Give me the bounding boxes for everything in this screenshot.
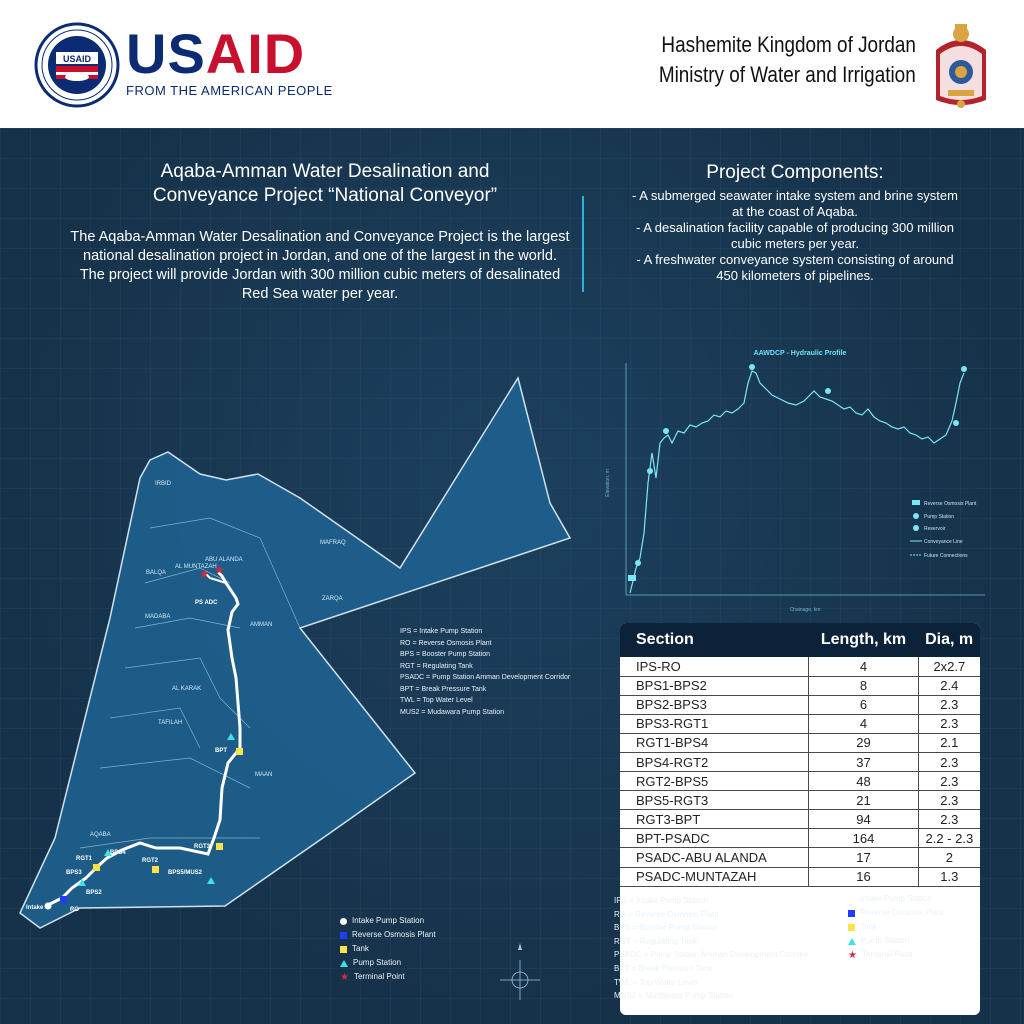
region-label: AMMAN xyxy=(250,622,273,628)
tank-icon xyxy=(848,924,855,931)
table-row xyxy=(620,676,980,695)
tank-icon xyxy=(93,864,100,871)
abbreviation-item: RGT = Regulating Tank xyxy=(400,662,473,670)
region-label: AL KARAK xyxy=(172,686,202,692)
lower-abbreviation-list xyxy=(614,894,809,1003)
cell-section: BPT-PSADC xyxy=(620,829,809,848)
region-label: AL MUNTAZAH xyxy=(175,564,217,570)
region-label: MAAN xyxy=(255,772,273,778)
station-label: PS ADC xyxy=(195,600,218,606)
cell-section: BPS5-RGT3 xyxy=(620,791,809,810)
abbreviation-item: BPS = Booster Pump Station xyxy=(400,651,491,658)
abbreviation-item: IPS = Intake Pump Station xyxy=(400,628,483,635)
cell-diameter: 2.3 xyxy=(918,714,980,733)
region-label: ZARQA xyxy=(322,596,343,602)
component-item: - A submerged seawater intake system and brine system at the coast of Aqaba. xyxy=(632,188,958,219)
abbreviation-item: BPT = Break Pressure Tank xyxy=(400,685,487,693)
abbreviation-item: BPS = Booster Pump Station xyxy=(614,923,717,933)
cell-length: 17 xyxy=(809,848,918,867)
pump-station-icon xyxy=(848,938,856,945)
jordan-crest-logo xyxy=(928,20,994,110)
region-label: MADABA xyxy=(145,614,171,620)
table-row xyxy=(620,657,980,676)
pump-station-icon xyxy=(340,960,348,967)
pump-station-icon xyxy=(663,428,669,434)
table-row xyxy=(620,848,980,867)
cell-diameter: 2.4 xyxy=(918,676,980,695)
profile-title: AAWDCP - Hydraulic Profile xyxy=(753,350,847,357)
intake-pump-icon xyxy=(848,896,855,903)
project-description: The Aqaba-Amman Water Desalination and Conveyance Project is the largest national desalination project in Jordan, and one of the largest in the world. The project will provide Jordan with 300 million cubic meters of desalinated Red Sea water per year. xyxy=(70,229,570,302)
cell-length: 48 xyxy=(809,772,918,791)
cell-length: 16 xyxy=(809,867,918,886)
header-diameter: Dia, m xyxy=(918,623,980,657)
cell-section: RGT3-BPT xyxy=(620,810,809,829)
tank-icon xyxy=(236,748,243,755)
abbreviation-item: MUS2 = Mudawara Pump Station xyxy=(614,991,733,1001)
region-label: IRBID xyxy=(155,481,172,487)
tank-icon xyxy=(152,866,159,873)
abbreviation-item: RO = Reverse Osmosis Plant xyxy=(400,639,492,647)
station-label: Intake xyxy=(26,905,44,911)
station-label: BPS5/MUS2 xyxy=(168,870,203,876)
cell-length: 4 xyxy=(809,657,918,676)
header xyxy=(0,0,1024,128)
table-row xyxy=(620,733,980,752)
map-symbol-legend: Intake Pump Station Reverse Osmosis Plant Tank Pump Station ★ Terminal Point xyxy=(340,916,436,983)
usaid-tagline: FROM THE AMERICAN PEOPLE xyxy=(126,83,333,98)
cell-diameter: 2.2 - 2.3 xyxy=(918,829,980,848)
cell-section: IPS-RO xyxy=(620,657,809,676)
cell-length: 6 xyxy=(809,695,918,714)
abbreviation-item: TWL = Top Water Level xyxy=(400,697,473,704)
reservoir-icon xyxy=(953,420,959,426)
cell-length: 164 xyxy=(809,829,918,848)
abbreviation-item: RGT = Regulating Tank xyxy=(614,936,698,946)
profile-legend-label: Conveyance Line xyxy=(924,539,963,545)
cell-diameter: 2.3 xyxy=(918,810,980,829)
infographic-body xyxy=(0,128,1024,1024)
region-label: BALQA xyxy=(146,570,167,576)
table-row xyxy=(620,772,980,791)
abbreviation-item: TWL = Top Water Level xyxy=(614,977,698,987)
terminal-point-icon: ★ xyxy=(214,563,225,577)
region-label: ABU ALANDA xyxy=(205,557,243,563)
profile-conveyance-line xyxy=(630,371,964,593)
cell-diameter: 2.1 xyxy=(918,733,980,752)
reservoir-icon xyxy=(749,364,755,370)
map-crosshair xyxy=(500,960,540,1000)
abbreviation-item: BPT = Break Pressure Tank xyxy=(614,963,713,973)
tank-icon xyxy=(340,946,347,953)
cell-length: 94 xyxy=(809,810,918,829)
terminal-point-icon: ★ xyxy=(199,567,210,581)
cell-length: 8 xyxy=(809,676,918,695)
intake-pump-icon xyxy=(340,918,347,925)
cell-length: 21 xyxy=(809,791,918,810)
header-section: Section xyxy=(620,623,809,657)
jordan-kingdom-title: Hashemite Kingdom of Jordan xyxy=(661,32,916,57)
cell-length: 37 xyxy=(809,752,918,771)
lower-symbol-legend: Intake Pump Station Reverse Osmosis Plant Tank Pump Station ★ Terminal Point xyxy=(848,894,944,961)
components-list xyxy=(630,188,960,284)
table-row xyxy=(620,810,980,829)
table-row xyxy=(620,752,980,771)
intake-pump-icon xyxy=(45,903,52,910)
divider-line xyxy=(582,196,584,292)
profile-ylabel: Elevation, m xyxy=(605,469,611,497)
cell-diameter: 2 xyxy=(918,848,980,867)
cell-section: BPS4-RGT2 xyxy=(620,752,809,771)
region-label: MAFRAQ xyxy=(320,540,346,546)
cell-section: PSADC-ABU ALANDA xyxy=(620,848,809,867)
component-item: - A freshwater conveyance system consisting of around xyxy=(636,252,954,267)
abbreviation-item: PSADC = Pump Station Amman Development Corridor xyxy=(614,950,809,960)
cell-section: BPS1-BPS2 xyxy=(620,676,809,695)
station-label: BPS3 xyxy=(66,870,82,876)
station-label: RO xyxy=(70,907,79,913)
abbreviation-item: MUS2 = Mudawara Pump Station xyxy=(400,708,505,716)
project-title: Aqaba-Amman Water Desalination and Conveyance Project “National Conveyor” xyxy=(152,161,498,206)
station-label: RGT1 xyxy=(76,856,93,862)
cell-length: 4 xyxy=(809,714,918,733)
cell-section: RGT2-BPS5 xyxy=(620,772,809,791)
table-row xyxy=(620,829,980,848)
components-title: Project Components: xyxy=(706,162,884,183)
station-label: BPS2 xyxy=(86,890,102,896)
usaid-seal-logo xyxy=(34,22,120,108)
table-header-row xyxy=(620,623,980,657)
region-label: TAFILAH xyxy=(158,720,183,726)
cell-diameter: 2.3 xyxy=(918,752,980,771)
ro-plant-icon xyxy=(60,896,67,903)
station-label: BPT xyxy=(215,748,227,754)
hydraulic-profile-diagram xyxy=(600,343,1000,618)
ro-plant-icon xyxy=(340,932,347,939)
profile-legend-label: Pump Station xyxy=(924,514,955,520)
map-abbreviation-list xyxy=(400,626,570,718)
header-length: Length, km xyxy=(809,623,918,657)
tank-icon xyxy=(216,843,223,850)
abbreviation-item: IPS = Intake Pump Station xyxy=(614,896,709,905)
cell-diameter: 2.3 xyxy=(918,695,980,714)
profile-legend xyxy=(910,500,977,559)
cell-length: 29 xyxy=(809,733,918,752)
component-item: - A desalination facility capable of producing 300 million cubic meters per year. xyxy=(636,220,954,251)
station-label: RGT3 xyxy=(194,844,211,850)
profile-legend-label: Reservoir xyxy=(924,526,946,532)
ro-plant-icon xyxy=(848,910,855,917)
table-row xyxy=(620,695,980,714)
region-label: AQABA xyxy=(90,832,111,838)
cell-diameter: 1.3 xyxy=(918,867,980,886)
svg-text:USAID: USAID xyxy=(62,54,92,64)
terminal-point-icon: ★ xyxy=(848,949,857,961)
profile-xlabel: Chainage, km xyxy=(789,607,821,613)
cell-section: PSADC-MUNTAZAH xyxy=(620,867,809,886)
cell-diameter: 2x2.7 xyxy=(918,657,980,676)
component-item: 450 kilometers of pipelines. xyxy=(716,268,874,283)
station-label: BPS4 xyxy=(110,850,126,856)
table-row xyxy=(620,867,980,886)
profile-markers xyxy=(628,364,967,581)
ro-plant-icon xyxy=(628,575,636,581)
cell-section: BPS2-BPS3 xyxy=(620,695,809,714)
pump-station-icon xyxy=(647,468,653,474)
profile-legend-label: Reverse Osmosis Plant xyxy=(924,501,977,507)
table-row xyxy=(620,791,980,810)
cell-diameter: 2.3 xyxy=(918,791,980,810)
abbreviation-item: RO = Reverse Osmosis Plant xyxy=(614,909,719,919)
usaid-wordmark: USAID xyxy=(126,22,306,85)
station-label: RGT2 xyxy=(142,858,159,864)
cell-section: BPS3-RGT1 xyxy=(620,714,809,733)
profile-legend-label: Future Connections xyxy=(924,553,968,559)
abbreviation-item: PSADC = Pump Station Amman Development Corridor xyxy=(400,674,571,681)
cell-diameter: 2.3 xyxy=(918,772,980,791)
jordan-ministry-title: Ministry of Water and Irrigation xyxy=(659,62,916,87)
reservoir-icon xyxy=(825,388,831,394)
pump-station-icon xyxy=(635,560,641,566)
cell-section: RGT1-BPS4 xyxy=(620,733,809,752)
reservoir-icon xyxy=(961,366,967,372)
terminal-point-icon: ★ xyxy=(340,971,349,983)
table-row xyxy=(620,714,980,733)
north-arrow xyxy=(518,943,522,950)
